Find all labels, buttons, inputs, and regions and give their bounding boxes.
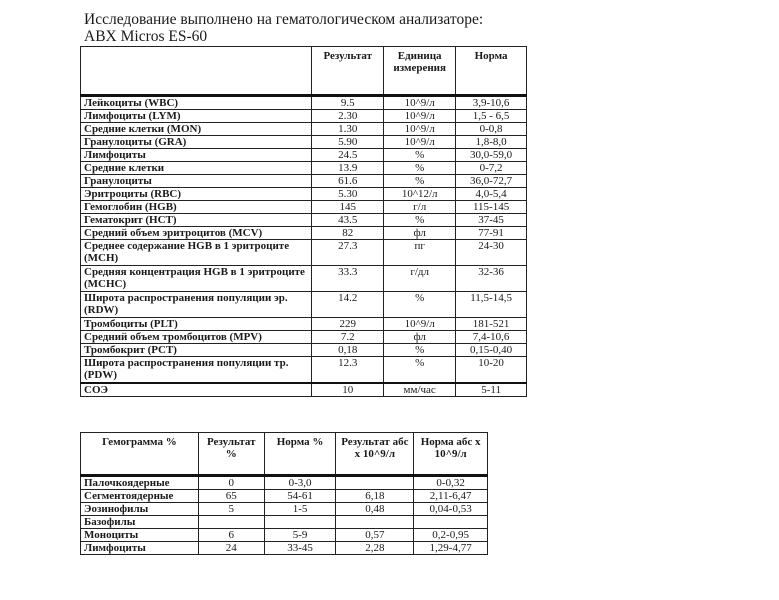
result-pct: 6 — [198, 529, 264, 542]
result-value: 229 — [312, 318, 384, 331]
header-unit: Единица измерения — [384, 47, 456, 96]
parameter-name: Средний объем эритроцитов (MCV) — [81, 227, 312, 240]
parameter-name: Гематокрит (HCT) — [81, 214, 312, 227]
result-value: 61.6 — [312, 175, 384, 188]
norm-value: 5-11 — [456, 383, 527, 397]
result-abs: 0,48 — [336, 503, 414, 516]
norm-value: 10-20 — [456, 357, 527, 384]
parameter-name: Средние клетки — [81, 162, 312, 175]
header-parameter — [81, 47, 312, 96]
parameter-name: Лейкоциты (WBC) — [81, 96, 312, 110]
norm-abs: 2,11-6,47 — [414, 490, 488, 503]
unit-value: пг — [384, 240, 456, 266]
result-pct: 0 — [198, 476, 264, 490]
unit-value: 10^9/л — [384, 96, 456, 110]
cell-type-name: Лимфоциты — [81, 542, 199, 555]
result-pct: 65 — [198, 490, 264, 503]
result-value: 43.5 — [312, 214, 384, 227]
result-pct: 24 — [198, 542, 264, 555]
blood-test-table — [80, 46, 527, 397]
norm-abs: 0,04-0,53 — [414, 503, 488, 516]
blood-test-rows — [81, 96, 527, 397]
cell-type-name: Эозинофилы — [81, 503, 199, 516]
table-row — [81, 516, 488, 529]
norm-abs: 1,29-4,77 — [414, 542, 488, 555]
table-row — [81, 240, 527, 266]
norm-value: 24-30 — [456, 240, 527, 266]
norm-value: 7,4-10,6 — [456, 331, 527, 344]
parameter-name: Гранулоциты (GRA) — [81, 136, 312, 149]
norm-pct: 54-61 — [264, 490, 336, 503]
unit-value: % — [384, 357, 456, 384]
result-value: 145 — [312, 201, 384, 214]
result-abs: 2,28 — [336, 542, 414, 555]
header-hemogram: Гемограмма % — [81, 433, 199, 476]
parameter-name: Широта распространения популяции эр. (RDW) — [81, 292, 312, 318]
parameter-name: Лимфоциты — [81, 149, 312, 162]
unit-value: г/л — [384, 201, 456, 214]
table-row — [81, 123, 527, 136]
norm-pct: 1-5 — [264, 503, 336, 516]
unit-value: г/дл — [384, 266, 456, 292]
result-value: 0,18 — [312, 344, 384, 357]
unit-value: мм/час — [384, 383, 456, 397]
result-value: 82 — [312, 227, 384, 240]
parameter-name: Средняя концентрация HGB в 1 эритроците (MCHC) — [81, 266, 312, 292]
norm-value: 1,8-8,0 — [456, 136, 527, 149]
analyzer-name: ABX Micros ES-60 — [84, 28, 208, 45]
norm-value: 0-0,8 — [456, 123, 527, 136]
unit-value: 10^12/л — [384, 188, 456, 201]
parameter-name: Среднее содержание HGB в 1 эритроците (MCH) — [81, 240, 312, 266]
table-row — [81, 188, 527, 201]
unit-value: % — [384, 344, 456, 357]
hemogram-table — [80, 432, 488, 555]
norm-value: 4,0-5,4 — [456, 188, 527, 201]
result-value: 7.2 — [312, 331, 384, 344]
result-value: 24.5 — [312, 149, 384, 162]
norm-value: 77-91 — [456, 227, 527, 240]
norm-abs: 0-0,32 — [414, 476, 488, 490]
result-abs — [336, 476, 414, 490]
intro-text — [84, 11, 483, 45]
table-row — [81, 227, 527, 240]
unit-value: фл — [384, 331, 456, 344]
header-norm-abs: Норма абс х 10^9/л — [414, 433, 488, 476]
unit-value: 10^9/л — [384, 318, 456, 331]
table-row — [81, 331, 527, 344]
parameter-name: Тромбокрит (PCT) — [81, 344, 312, 357]
header-norm: Норма — [456, 47, 527, 96]
result-value: 10 — [312, 383, 384, 397]
header-result-abs: Результат абс х 10^9/л — [336, 433, 414, 476]
parameter-name: Гемоглобин (HGB) — [81, 201, 312, 214]
table-row — [81, 383, 527, 397]
result-value: 13.9 — [312, 162, 384, 175]
norm-pct: 5-9 — [264, 529, 336, 542]
norm-value: 11,5-14,5 — [456, 292, 527, 318]
norm-abs — [414, 516, 488, 529]
unit-value: % — [384, 292, 456, 318]
header-result: Результат — [312, 47, 384, 96]
norm-value: 32-36 — [456, 266, 527, 292]
norm-value: 181-521 — [456, 318, 527, 331]
parameter-name: Эритроциты (RBC) — [81, 188, 312, 201]
table-row — [81, 292, 527, 318]
table-row — [81, 344, 527, 357]
parameter-name: Тромбоциты (PLT) — [81, 318, 312, 331]
table-row — [81, 503, 488, 516]
norm-pct — [264, 516, 336, 529]
table-row — [81, 149, 527, 162]
table-header-row — [81, 47, 527, 96]
cell-type-name: Палочкоядерные — [81, 476, 199, 490]
table-row — [81, 529, 488, 542]
table-row — [81, 542, 488, 555]
norm-pct: 33-45 — [264, 542, 336, 555]
result-pct — [198, 516, 264, 529]
norm-pct: 0-3,0 — [264, 476, 336, 490]
header-result-pct: Результат % — [198, 433, 264, 476]
parameter-name: Гранулоциты — [81, 175, 312, 188]
table-row — [81, 96, 527, 110]
cell-type-name: Сегментоядерные — [81, 490, 199, 503]
intro-line-1: Исследование выполнено на гематологическом анализаторе: — [84, 11, 484, 28]
result-value: 27.3 — [312, 240, 384, 266]
result-value: 33.3 — [312, 266, 384, 292]
table-header-row — [81, 433, 488, 476]
parameter-name: Лимфоциты (LYM) — [81, 110, 312, 123]
result-abs — [336, 516, 414, 529]
table-row — [81, 476, 488, 490]
table-row — [81, 357, 527, 384]
norm-value: 1,5 - 6,5 — [456, 110, 527, 123]
parameter-name: СОЭ — [81, 383, 312, 397]
norm-abs: 0,2-0,95 — [414, 529, 488, 542]
parameter-name: Широта распространения популяции тр. (PDW) — [81, 357, 312, 384]
table-row — [81, 214, 527, 227]
result-pct: 5 — [198, 503, 264, 516]
unit-value: фл — [384, 227, 456, 240]
result-value: 12.3 — [312, 357, 384, 384]
norm-value: 36,0-72,7 — [456, 175, 527, 188]
table-row — [81, 110, 527, 123]
table-row — [81, 162, 527, 175]
unit-value: % — [384, 149, 456, 162]
hemogram-rows — [81, 476, 488, 555]
result-value: 5.30 — [312, 188, 384, 201]
unit-value: 10^9/л — [384, 123, 456, 136]
result-value: 14.2 — [312, 292, 384, 318]
result-abs: 6,18 — [336, 490, 414, 503]
result-value: 1.30 — [312, 123, 384, 136]
unit-value: % — [384, 175, 456, 188]
result-value: 9.5 — [312, 96, 384, 110]
norm-value: 37-45 — [456, 214, 527, 227]
result-abs: 0,57 — [336, 529, 414, 542]
table-row — [81, 266, 527, 292]
unit-value: 10^9/л — [384, 136, 456, 149]
norm-value: 115-145 — [456, 201, 527, 214]
norm-value: 0,15-0,40 — [456, 344, 527, 357]
parameter-name: Средние клетки (MON) — [81, 123, 312, 136]
norm-value: 30,0-59,0 — [456, 149, 527, 162]
result-value: 2.30 — [312, 110, 384, 123]
cell-type-name: Моноциты — [81, 529, 199, 542]
norm-value: 0-7,2 — [456, 162, 527, 175]
parameter-name: Средний объем тромбоцитов (MPV) — [81, 331, 312, 344]
cell-type-name: Базофилы — [81, 516, 199, 529]
norm-value: 3,9-10,6 — [456, 96, 527, 110]
unit-value: % — [384, 214, 456, 227]
header-norm-pct: Норма % — [264, 433, 336, 476]
unit-value: % — [384, 162, 456, 175]
table-row — [81, 136, 527, 149]
table-row — [81, 490, 488, 503]
unit-value: 10^9/л — [384, 110, 456, 123]
table-row — [81, 201, 527, 214]
table-row — [81, 318, 527, 331]
table-row — [81, 175, 527, 188]
result-value: 5.90 — [312, 136, 384, 149]
